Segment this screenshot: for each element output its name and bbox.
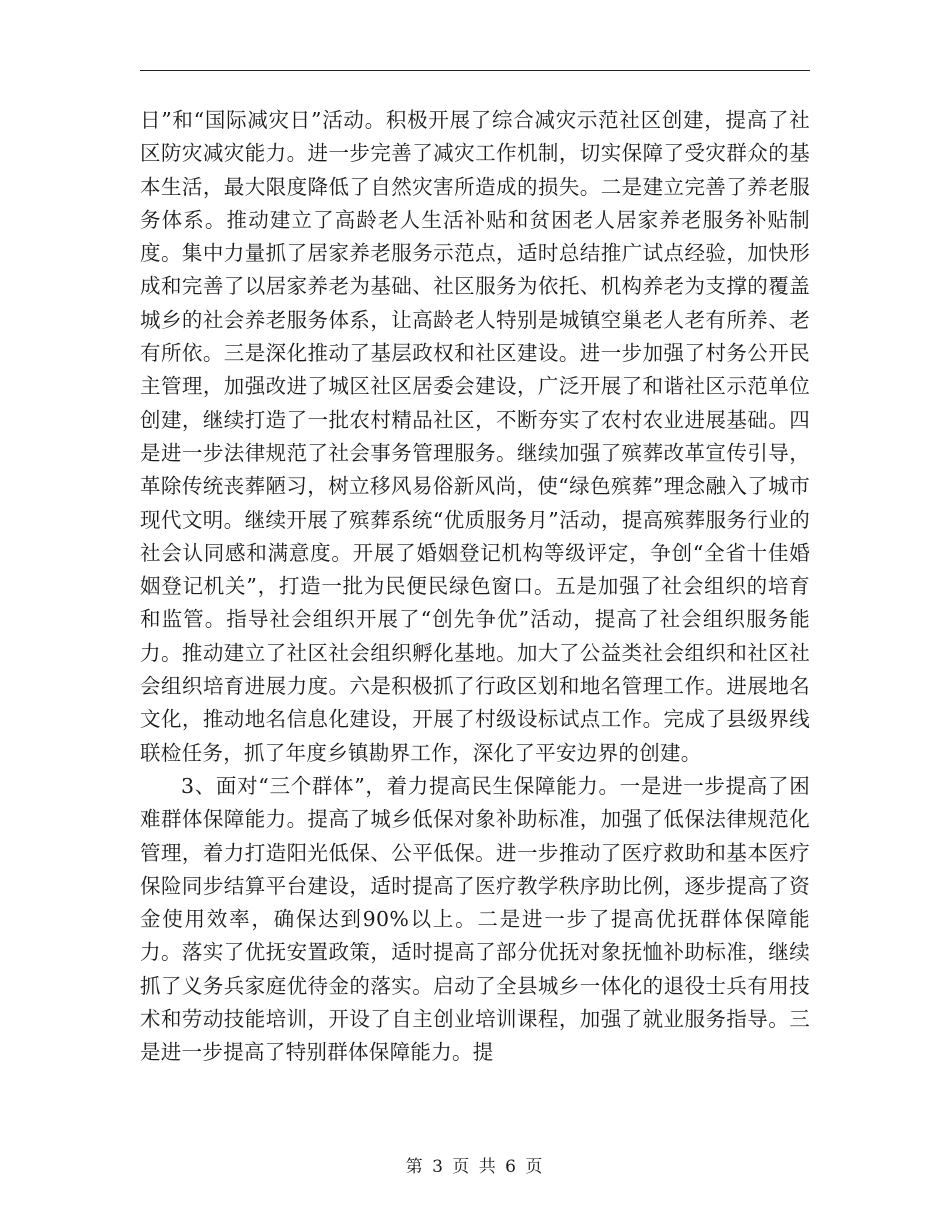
paragraph-1: 日”和“国际减灾日”活动。积极开展了综合减灾示范社区创建，提高了社区防灾减灾能力。进一步完善了减灾工作机制，切实保障了受灾群众的基本生活，最大限度降低了自然灾害所造成的损失。二是建立完善了养老服务体系。推动建立了高龄老人生活补贴和贫困老人居家养老服务补贴制度。集中力量抓了居家养老服务示范点，适时总结推广试点经验，加快形成和完善了以居家养老为基础、社区服务为依托、机构养老为支撑的覆盖城乡的社会养老服务体系，让高龄老人特别是城镇空巢老人老有所养、老有所依。三是深化推动了基层政权和社区建设。进一步加强了村务公开民主管理，加强改进了城区社区居委会建设，广泛开展了和谐社区示范单位创建，继续打造了一批农村精品社区，不断夯实了农村农业进展基础。四是进一步法律规范了社会事务管理服务。继续加强了殡葬改革宣传引导，革除传统丧葬陋习，树立移风易俗新风尚，使“绿色殡葬”理念融入了城市现代文明。继续开展了殡葬系统“优质服务月”活动，提高殡葬服务行业的社会认同感和满意度。开展了婚姻登记机构等级评定，争创“全省十佳婚姻登记机关”，打造一批为民便民绿色窗口。五是加强了社会组织的培育和监管。指导社会组织开展了“创先争优”活动，提高了社会组织服务能力。推动建立了社区社会组织孵化基地。加大了公益类社会组织和社区社会组织培育进展力度。六是积极抓了行政区划和地名管理工作。进展地名文化，推动地名信息化建设，开展了村级设标试点工作。完成了县级界线联检任务，抓了年度乡镇勘界工作，深化了平安边界的创建。	[140, 108, 810, 765]
page-number: 第 3 页 共 6 页	[405, 1157, 545, 1177]
document-body	[140, 104, 810, 1070]
paragraph-2: 3、面对“三个群体”，着力提高民生保障能力。一是进一步提高了困难群体保障能力。提高了城乡低保对象补助标准，加强了低保法律规范化管理，着力打造阳光低保、公平低保。进一步推动了医疗救助和基本医疗保险同步结算平台建设，适时提高了医疗教学秩序助比例，逐步提高了资金使用效率，确保达到90%以上。二是进一步了提高优抚群体保障能力。落实了优抚安置政策，适时提高了部分优抚对象抚恤补助标准，继续抓了义务兵家庭优待金的落实。启动了全县城乡一体化的退役士兵有用技术和劳动技能培训，开设了自主创业培训课程，加强了就业服务指导。三是进一步提高了特别群体保障能力。提	[140, 773, 810, 1065]
header-rule	[140, 70, 810, 71]
